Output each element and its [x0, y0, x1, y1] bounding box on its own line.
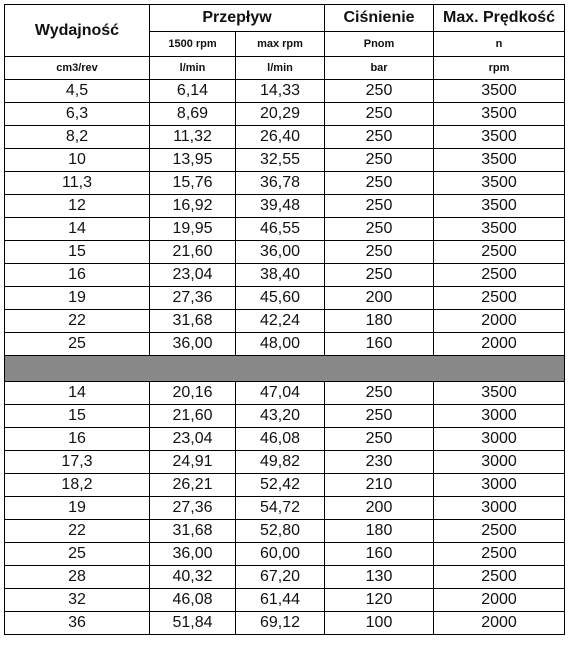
cell-flow-1500: 31,68: [150, 310, 236, 333]
table-row: [5, 149, 565, 172]
cell-flow-max: 46,55: [236, 218, 325, 241]
cell-displacement: 15: [5, 241, 150, 264]
cell-pressure: 250: [325, 264, 434, 287]
cell-displacement: 11,3: [5, 172, 150, 195]
unit-pressure: bar: [325, 57, 434, 80]
cell-flow-1500: 24,91: [150, 451, 236, 474]
cell-displacement: 36: [5, 612, 150, 635]
table-row: [5, 497, 565, 520]
table-row: [5, 287, 565, 310]
cell-displacement: 17,3: [5, 451, 150, 474]
cell-displacement: 18,2: [5, 474, 150, 497]
cell-pressure: 210: [325, 474, 434, 497]
cell-pressure: 230: [325, 451, 434, 474]
cell-flow-1500: 46,08: [150, 589, 236, 612]
cell-flow-max: 54,72: [236, 497, 325, 520]
cell-flow-1500: 6,14: [150, 80, 236, 103]
cell-displacement: 22: [5, 310, 150, 333]
cell-speed: 3500: [434, 195, 565, 218]
cell-flow-1500: 20,16: [150, 382, 236, 405]
cell-flow-1500: 51,84: [150, 612, 236, 635]
cell-speed: 2500: [434, 566, 565, 589]
cell-speed: 3500: [434, 126, 565, 149]
cell-speed: 2000: [434, 612, 565, 635]
cell-flow-max: 38,40: [236, 264, 325, 287]
cell-flow-1500: 40,32: [150, 566, 236, 589]
table-row: [5, 474, 565, 497]
cell-speed: 3500: [434, 172, 565, 195]
cell-flow-max: 52,80: [236, 520, 325, 543]
cell-flow-max: 49,82: [236, 451, 325, 474]
cell-speed: 2500: [434, 241, 565, 264]
cell-pressure: 200: [325, 287, 434, 310]
cell-flow-max: 47,04: [236, 382, 325, 405]
cell-displacement: 22: [5, 520, 150, 543]
cell-speed: 2000: [434, 310, 565, 333]
cell-flow-max: 36,78: [236, 172, 325, 195]
separator-cell: [5, 356, 565, 382]
cell-flow-1500: 16,92: [150, 195, 236, 218]
cell-pressure: 250: [325, 103, 434, 126]
cell-speed: 2000: [434, 333, 565, 356]
table-row: [5, 172, 565, 195]
cell-pressure: 250: [325, 218, 434, 241]
header-displacement: Wydajność: [5, 5, 150, 57]
table-row: [5, 589, 565, 612]
separator-row: [5, 356, 565, 382]
cell-pressure: 250: [325, 126, 434, 149]
cell-speed: 2000: [434, 589, 565, 612]
cell-pressure: 180: [325, 310, 434, 333]
cell-flow-1500: 27,36: [150, 287, 236, 310]
cell-flow-max: 14,33: [236, 80, 325, 103]
header-flow-1500: 1500 rpm: [150, 32, 236, 57]
table-row: [5, 264, 565, 287]
cell-pressure: 250: [325, 405, 434, 428]
cell-pressure: 200: [325, 497, 434, 520]
cell-pressure: 130: [325, 566, 434, 589]
cell-pressure: 100: [325, 612, 434, 635]
table-row: [5, 333, 565, 356]
cell-speed: 2500: [434, 287, 565, 310]
cell-displacement: 14: [5, 218, 150, 241]
cell-flow-max: 46,08: [236, 428, 325, 451]
unit-flow-1500: l/min: [150, 57, 236, 80]
cell-speed: 3500: [434, 218, 565, 241]
table-row: [5, 103, 565, 126]
cell-speed: 3000: [434, 474, 565, 497]
cell-pressure: 120: [325, 589, 434, 612]
cell-displacement: 16: [5, 428, 150, 451]
cell-displacement: 4,5: [5, 80, 150, 103]
cell-speed: 2500: [434, 543, 565, 566]
cell-flow-1500: 36,00: [150, 543, 236, 566]
cell-flow-max: 67,20: [236, 566, 325, 589]
table-row: [5, 566, 565, 589]
cell-flow-max: 61,44: [236, 589, 325, 612]
cell-flow-1500: 36,00: [150, 333, 236, 356]
cell-displacement: 28: [5, 566, 150, 589]
cell-displacement: 8,2: [5, 126, 150, 149]
cell-pressure: 250: [325, 241, 434, 264]
cell-flow-1500: 27,36: [150, 497, 236, 520]
cell-flow-max: 45,60: [236, 287, 325, 310]
cell-flow-max: 42,24: [236, 310, 325, 333]
header-flow-max: max rpm: [236, 32, 325, 57]
cell-flow-1500: 11,32: [150, 126, 236, 149]
table-row: [5, 612, 565, 635]
pump-spec-table: [4, 4, 565, 635]
cell-pressure: 250: [325, 149, 434, 172]
cell-pressure: 250: [325, 195, 434, 218]
cell-flow-max: 60,00: [236, 543, 325, 566]
cell-displacement: 6,3: [5, 103, 150, 126]
table-row: [5, 126, 565, 149]
cell-flow-max: 20,29: [236, 103, 325, 126]
header-flow: Przepływ: [150, 5, 325, 32]
cell-flow-max: 39,48: [236, 195, 325, 218]
cell-displacement: 15: [5, 405, 150, 428]
header-pressure: Ciśnienie: [325, 5, 434, 32]
header-pressure-sub: Pnom: [325, 32, 434, 57]
table-group-1: [5, 80, 565, 356]
cell-flow-1500: 8,69: [150, 103, 236, 126]
unit-displacement: cm3/rev: [5, 57, 150, 80]
cell-flow-1500: 19,95: [150, 218, 236, 241]
cell-flow-1500: 21,60: [150, 405, 236, 428]
cell-speed: 3500: [434, 103, 565, 126]
table-row: [5, 543, 565, 566]
cell-pressure: 160: [325, 543, 434, 566]
cell-pressure: 250: [325, 80, 434, 103]
cell-pressure: 250: [325, 382, 434, 405]
header-max-speed: Max. Prędkość: [434, 5, 565, 32]
unit-speed: rpm: [434, 57, 565, 80]
cell-displacement: 19: [5, 497, 150, 520]
cell-flow-max: 48,00: [236, 333, 325, 356]
header-speed-sub: n: [434, 32, 565, 57]
cell-flow-max: 26,40: [236, 126, 325, 149]
cell-flow-1500: 15,76: [150, 172, 236, 195]
cell-flow-1500: 26,21: [150, 474, 236, 497]
cell-displacement: 16: [5, 264, 150, 287]
group-separator: [5, 356, 565, 382]
table-row: [5, 195, 565, 218]
cell-flow-1500: 21,60: [150, 241, 236, 264]
cell-speed: 3000: [434, 497, 565, 520]
unit-flow-max: l/min: [236, 57, 325, 80]
table-row: [5, 405, 565, 428]
table-row: [5, 80, 565, 103]
cell-speed: 3500: [434, 382, 565, 405]
cell-pressure: 250: [325, 428, 434, 451]
cell-displacement: 12: [5, 195, 150, 218]
cell-speed: 2500: [434, 520, 565, 543]
cell-speed: 2500: [434, 264, 565, 287]
cell-flow-max: 52,42: [236, 474, 325, 497]
table-row: [5, 218, 565, 241]
table-row: [5, 310, 565, 333]
cell-displacement: 14: [5, 382, 150, 405]
cell-flow-1500: 23,04: [150, 264, 236, 287]
table-row: [5, 241, 565, 264]
cell-displacement: 32: [5, 589, 150, 612]
table-group-2: [5, 382, 565, 635]
table-row: [5, 428, 565, 451]
cell-flow-max: 32,55: [236, 149, 325, 172]
cell-flow-1500: 13,95: [150, 149, 236, 172]
cell-displacement: 10: [5, 149, 150, 172]
cell-flow-1500: 31,68: [150, 520, 236, 543]
cell-flow-max: 43,20: [236, 405, 325, 428]
cell-pressure: 160: [325, 333, 434, 356]
cell-speed: 3500: [434, 80, 565, 103]
cell-pressure: 180: [325, 520, 434, 543]
table-row: [5, 520, 565, 543]
cell-displacement: 25: [5, 543, 150, 566]
cell-speed: 3500: [434, 149, 565, 172]
cell-speed: 3000: [434, 405, 565, 428]
cell-flow-max: 69,12: [236, 612, 325, 635]
cell-displacement: 19: [5, 287, 150, 310]
cell-pressure: 250: [325, 172, 434, 195]
cell-displacement: 25: [5, 333, 150, 356]
cell-speed: 3000: [434, 451, 565, 474]
cell-flow-max: 36,00: [236, 241, 325, 264]
table-row: [5, 382, 565, 405]
cell-flow-1500: 23,04: [150, 428, 236, 451]
cell-speed: 3000: [434, 428, 565, 451]
table-row: [5, 451, 565, 474]
